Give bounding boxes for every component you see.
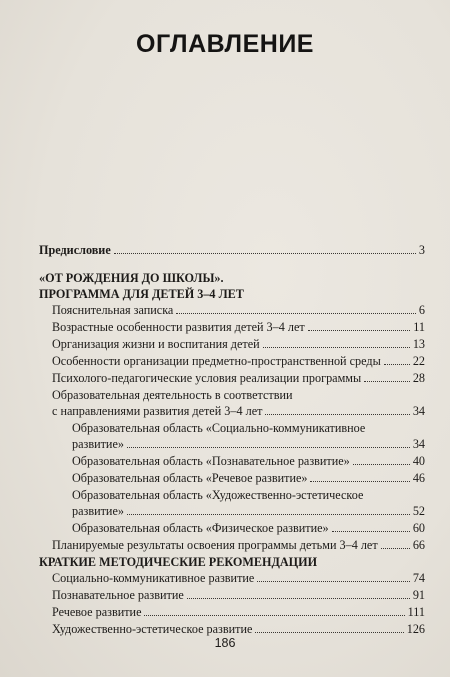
toc-entry-physical-area[interactable] <box>72 518 425 535</box>
toc-entry-page: 46 <box>412 471 425 485</box>
toc-entry-page: 3 <box>418 243 425 257</box>
toc-entry-label: Познавательное развитие <box>52 588 184 602</box>
dot-leader <box>353 463 410 465</box>
toc-entry-page: 111 <box>407 605 425 619</box>
section-heading-program-title: «ОТ РОЖДЕНИЯ ДО ШКОЛЫ». <box>39 271 224 285</box>
toc-entry-label: Социально-коммуникативное развитие <box>52 571 255 585</box>
dot-leader <box>127 446 410 448</box>
toc-entry-cognitive-area[interactable] <box>72 451 425 468</box>
toc-entry-speech-area[interactable] <box>72 468 425 485</box>
toc-entry-page: 60 <box>412 521 425 535</box>
toc-entry-page: 40 <box>412 454 425 468</box>
dot-leader <box>384 363 410 365</box>
dot-leader <box>265 413 409 415</box>
toc-entry-environment[interactable] <box>52 351 425 368</box>
toc-entry-explanatory-note[interactable] <box>52 300 425 317</box>
dot-leader <box>114 252 416 254</box>
dot-leader <box>187 597 410 599</box>
section-heading-methodical: КРАТКИЕ МЕТОДИЧЕСКИЕ РЕКОМЕНДАЦИИ <box>39 555 318 569</box>
toc-entry-label: Психолого-педагогические условия реализации программы <box>52 371 362 385</box>
toc-entry-education-line1: Образовательная деятельность в соответствии <box>52 388 293 402</box>
dot-leader <box>263 346 410 348</box>
toc-entry-page: 13 <box>412 337 425 351</box>
toc-entry-life-organization[interactable] <box>52 334 425 351</box>
toc-entry-label: Образовательная область «Речевое развитие» <box>72 471 308 485</box>
dot-leader <box>144 614 404 616</box>
toc-entry-education[interactable] <box>52 401 425 418</box>
toc-entry-psych-conditions[interactable] <box>52 368 425 385</box>
toc-entry-page: 6 <box>418 303 425 317</box>
toc-entry-social-line1: Образовательная область «Социально-коммуникативное <box>72 421 366 435</box>
toc-entry-art-line1: Образовательная область «Художественно-эстетическое <box>72 488 364 502</box>
toc-entry-preface[interactable] <box>39 240 425 257</box>
dot-leader <box>310 480 409 482</box>
dot-leader <box>364 380 410 382</box>
toc-entry-label: Возрастные особенности развития детей 3–4 лет <box>52 320 305 334</box>
dot-leader <box>176 312 416 314</box>
toc-entry-age-features[interactable] <box>52 317 425 334</box>
toc-entry-page: 11 <box>413 320 425 334</box>
dot-leader <box>255 631 403 633</box>
toc-entry-social-development[interactable] <box>52 568 425 585</box>
toc-entry-page: 22 <box>412 354 425 368</box>
toc-entry-label: Образовательная область «Физическое развитие» <box>72 521 329 535</box>
dot-leader <box>257 580 409 582</box>
toc-entry-page: 34 <box>412 404 425 418</box>
toc-entry-label: с направлениями развития детей 3–4 лет <box>52 404 263 418</box>
toc-entry-label: Пояснительная записка <box>52 303 174 317</box>
toc-entry-page: 34 <box>412 437 425 451</box>
toc-entry-label: Организация жизни и воспитания детей <box>52 337 260 351</box>
toc-entry-page: 74 <box>412 571 425 585</box>
toc-entry-page: 91 <box>412 588 425 602</box>
dot-leader <box>127 513 410 515</box>
page-title: ОГЛАВЛЕНИЕ <box>136 30 314 58</box>
toc-entry-planned-results[interactable] <box>52 535 425 552</box>
toc-entry-page: 28 <box>412 371 425 385</box>
toc-entry-page: 52 <box>412 504 425 518</box>
toc-entry-cognitive-development[interactable] <box>52 585 425 602</box>
toc-entry-label: Планируемые результаты освоения программы детьми 3–4 лет <box>52 538 378 552</box>
toc-entry-page: 66 <box>412 538 425 552</box>
dot-leader <box>381 547 410 549</box>
toc-entry-label: Художественно-эстетическое развитие <box>52 622 253 636</box>
toc-entry-social-area[interactable] <box>72 434 425 451</box>
dot-leader <box>332 530 410 532</box>
toc-entry-page: 126 <box>406 622 425 636</box>
toc-entry-speech-development[interactable] <box>52 602 425 619</box>
dot-leader <box>308 329 411 331</box>
toc-entry-label: Речевое развитие <box>52 605 142 619</box>
toc-entry-label: Предисловие <box>39 243 111 257</box>
page-number: 186 <box>214 636 236 650</box>
toc-entry-label: Образовательная область «Познавательное развитие» <box>72 454 350 468</box>
toc-entry-art-area[interactable] <box>72 501 425 518</box>
toc-entry-label: развитие» <box>72 437 124 451</box>
toc-entry-label: развитие» <box>72 504 124 518</box>
toc-entry-label: Особенности организации предметно-пространственной среды <box>52 354 381 368</box>
section-heading-program-subtitle: ПРОГРАММА ДЛЯ ДЕТЕЙ 3–4 ЛЕТ <box>39 287 244 301</box>
toc-entry-art-development[interactable] <box>52 619 425 636</box>
